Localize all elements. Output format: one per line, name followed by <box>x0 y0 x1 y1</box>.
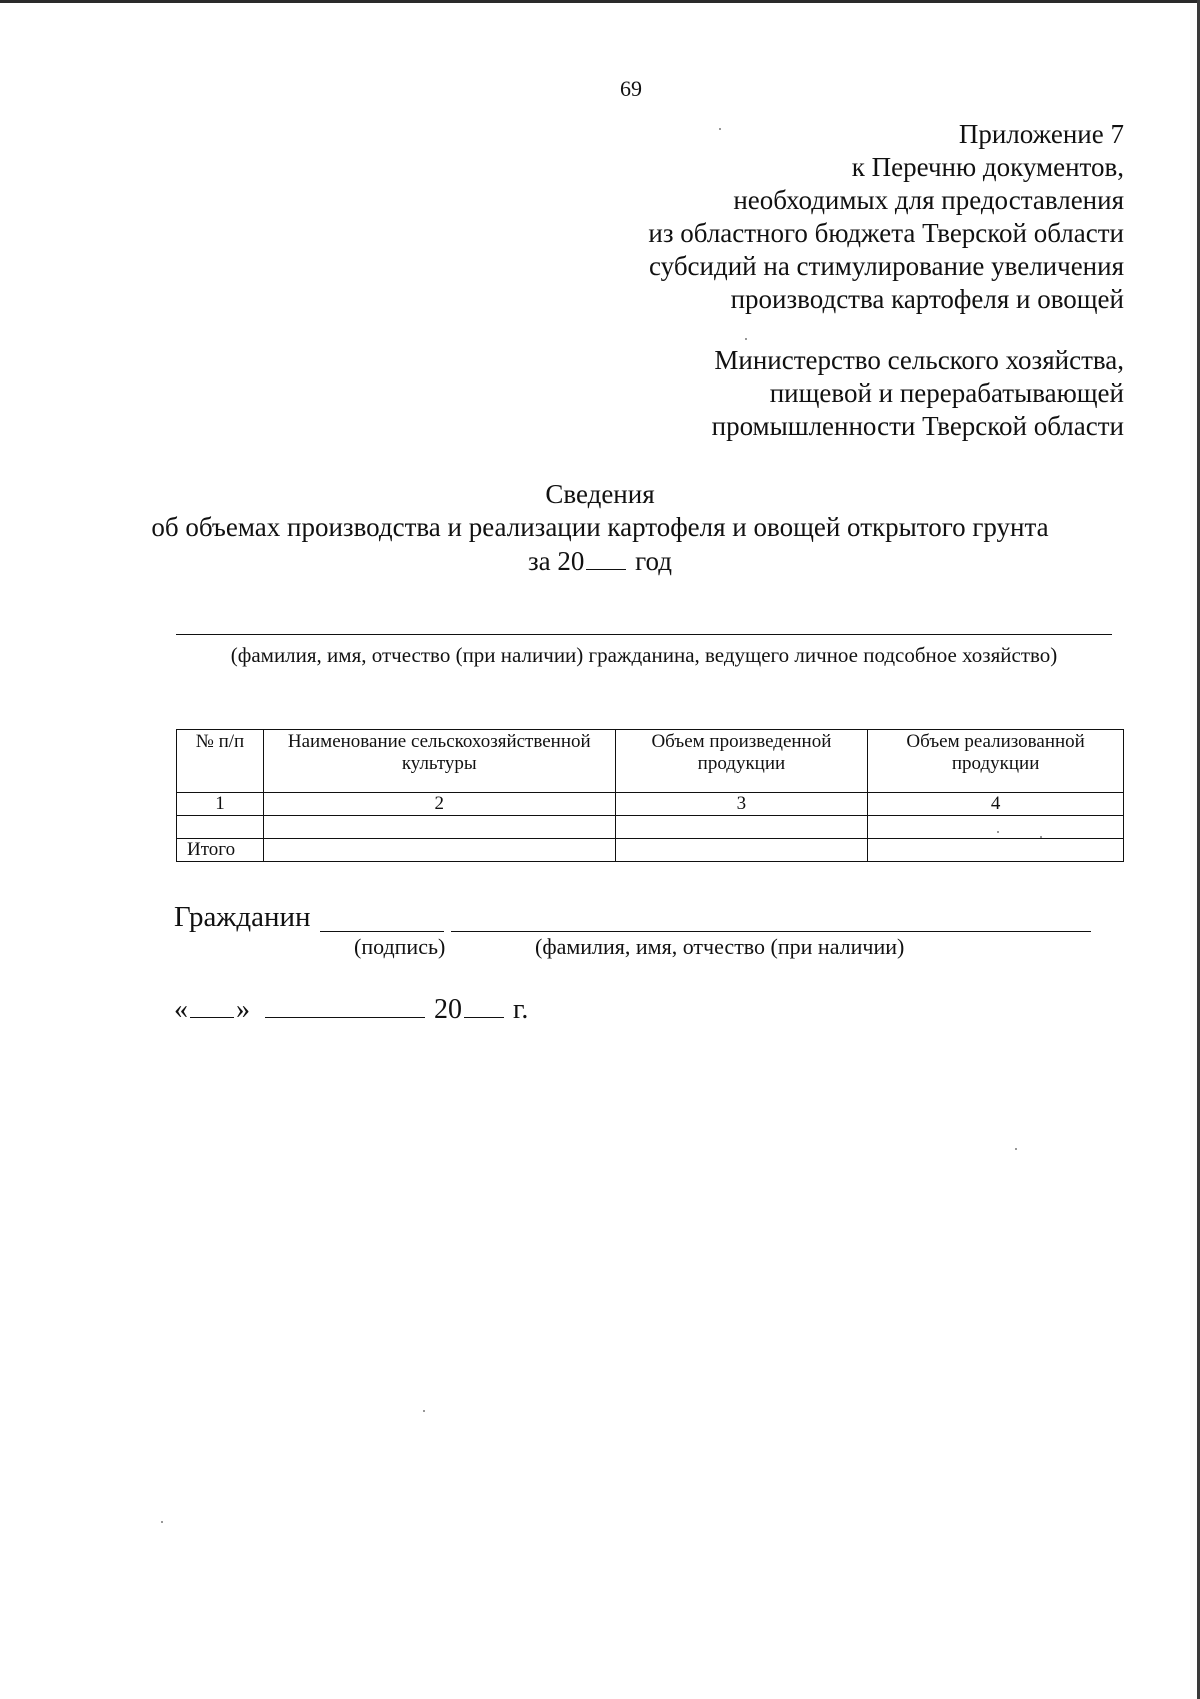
citizen-name-caption: (фамилия, имя, отчество (при наличии) гражданина, ведущего личное подсобное хозяйство) <box>230 643 1058 667</box>
table-cell[interactable] <box>868 839 1124 862</box>
table-cell[interactable] <box>615 816 868 839</box>
document-subtitle: об объемах производства и реализации картофеля и овощей открытого грунта <box>151 512 1049 542</box>
ministry-line: пищевой и перерабатывающей <box>769 378 1124 408</box>
month-field[interactable] <box>265 1016 425 1018</box>
scan-speck <box>1040 836 1042 838</box>
header-sold-volume: Объем реализованной продукции <box>868 730 1124 793</box>
date-row <box>174 993 528 1027</box>
appendix-line: субсидий на стимулирование увеличения <box>649 251 1124 281</box>
document-year <box>150 545 1050 578</box>
column-number: 4 <box>868 793 1124 816</box>
year-prefix: за 20 <box>527 546 585 576</box>
appendix-line: из областного бюджета Тверской области <box>648 218 1124 248</box>
scan-speck <box>161 1521 163 1523</box>
signer-name-field[interactable] <box>451 931 1091 932</box>
header-number: № п/п <box>177 730 264 793</box>
production-table <box>176 729 1124 862</box>
date-close-quote: » <box>236 994 250 1025</box>
table-row <box>177 816 1124 839</box>
appendix-line: Приложение 7 <box>958 119 1124 149</box>
date-year-field[interactable] <box>464 1016 504 1018</box>
table-cell[interactable] <box>263 839 615 862</box>
year-blank[interactable] <box>586 568 626 570</box>
appendix-line: к Перечню документов, <box>851 152 1124 182</box>
ministry-line: Министерство сельского хозяйства, <box>714 345 1124 375</box>
date-year-suffix: г. <box>513 994 529 1025</box>
scan-edge-top <box>0 0 1200 3</box>
day-field[interactable] <box>190 1016 234 1018</box>
table-cell[interactable] <box>615 839 868 862</box>
page-number: 69 <box>620 76 642 101</box>
signer-name-caption: (фамилия, имя, отчество (при наличии) <box>535 934 905 959</box>
scan-speck <box>1015 1148 1017 1150</box>
ministry-line: промышленности Тверской области <box>711 411 1124 441</box>
scan-speck <box>997 831 999 833</box>
signature-field[interactable] <box>320 931 444 932</box>
header-crop-name: Наименование сельскохозяйственной культуры <box>263 730 615 793</box>
total-row <box>177 839 1124 862</box>
column-number-row <box>177 793 1124 816</box>
column-number: 3 <box>615 793 868 816</box>
appendix-line: необходимых для предоставления <box>733 185 1124 215</box>
appendix-line: производства картофеля и овощей <box>730 284 1124 314</box>
header-produced-volume: Объем произведенной продукции <box>615 730 868 793</box>
document-title: Сведения <box>545 479 655 509</box>
scan-speck <box>719 128 721 130</box>
column-number: 1 <box>177 793 264 816</box>
table-cell[interactable] <box>263 816 615 839</box>
appendix-header <box>424 118 1124 316</box>
ministry-addressee <box>424 344 1124 443</box>
scan-speck <box>423 1410 425 1412</box>
table-cell[interactable] <box>868 816 1124 839</box>
signature-label: Гражданин <box>174 901 311 933</box>
year-suffix: год <box>635 546 673 576</box>
signature-caption: (подпись) <box>354 934 446 959</box>
date-year-prefix: 20 <box>434 994 462 1025</box>
scan-speck <box>745 338 747 340</box>
table-cell[interactable] <box>177 816 264 839</box>
citizen-name-field[interactable] <box>176 634 1112 635</box>
total-label: Итого <box>177 839 264 862</box>
date-open-quote: « <box>174 994 188 1025</box>
column-number: 2 <box>263 793 615 816</box>
